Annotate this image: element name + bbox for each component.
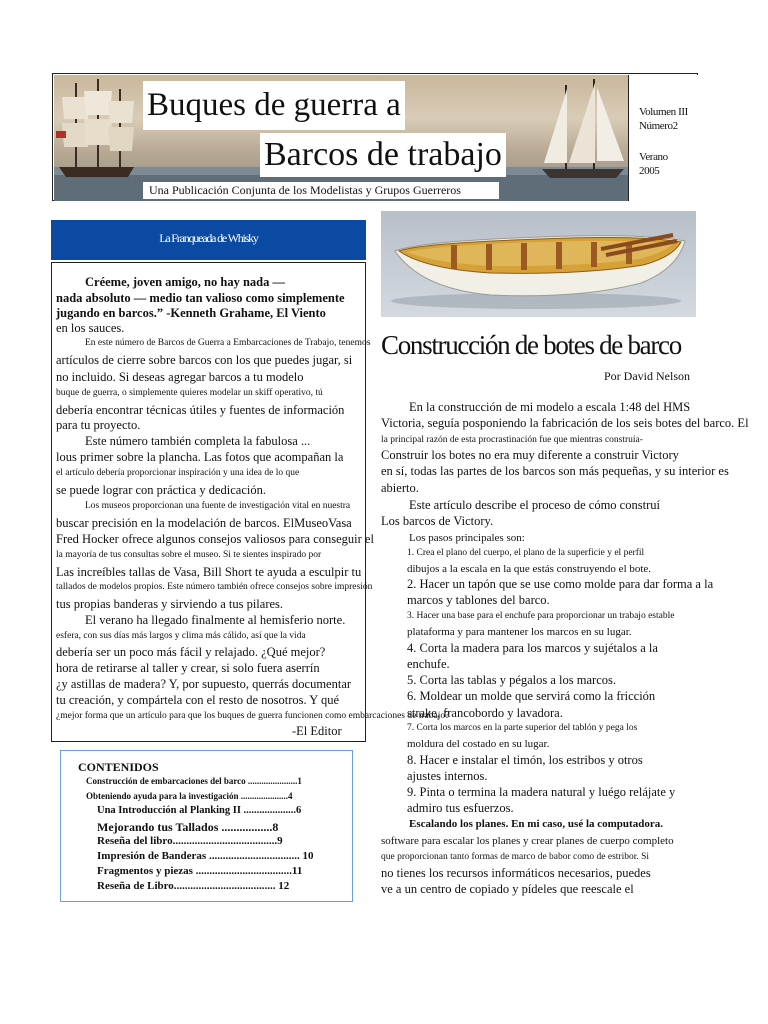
article-line: moldura del costado en su lugar. [407, 738, 550, 750]
issue-season: Verano [639, 151, 668, 163]
contents-item[interactable]: Mejorando tus Tallados .................8 [97, 820, 279, 834]
editorial-line: para tu proyecto. [56, 418, 141, 432]
contents-item[interactable]: Construcción de embarcaciones del barco ......................1 [86, 776, 302, 786]
editorial-line: no incluido. Si deseas agregar barcos a tu modelo [56, 370, 304, 384]
article-title: Construcción de botes de barco [381, 330, 681, 360]
masthead [52, 73, 698, 201]
editorial-line: ¿y astillas de madera? Y, por supuesto, querrás documentar [56, 677, 352, 691]
editorial-line: Los museos proporcionan una fuente de investigación vital en nuestra [85, 501, 351, 511]
masthead-title-line2: Barcos de trabajo [260, 133, 506, 177]
editorial-line: El verano ha llegado finalmente al hemisferio norte. [85, 613, 346, 627]
article-line: marcos y tablones del barco. [407, 593, 550, 607]
editorial-line: esfera, con sus días más largos y clima más cálido, así que la vida [56, 631, 306, 641]
editorial-line: artículos de cierre sobre barcos con los que puedes jugar, si [56, 353, 353, 367]
article-line: 7. Corta los marcos en la parte superior del tablón y pega los [407, 723, 638, 733]
article-line: 9. Pinta o termina la madera natural y luégo relájate y [407, 785, 676, 799]
contents-item[interactable]: Reseña del libro......................................9 [97, 835, 283, 847]
article-line: admiro tus esfuerzos. [407, 801, 514, 815]
article-line: abierto. [381, 481, 419, 495]
longboat-illustration [381, 211, 696, 317]
editorial-line: se puede lograr con práctica y dedicación. [56, 483, 266, 497]
editorial-line: la mayoría de tus consultas sobre el museo. Si te sientes inspirado por [56, 550, 322, 560]
article-line: no tienes los recursos informáticos necesarios, puedes [381, 866, 651, 880]
article-line: plataforma y para mantener los marcos en su lugar. [407, 626, 632, 638]
section-header-bar [51, 220, 366, 260]
article-line: 8. Hacer e instalar el timón, los estribos y otros [407, 753, 643, 767]
contents-item[interactable]: Obteniendo ayuda para la investigación .....................4 [86, 791, 293, 801]
article-line: 5. Corta las tablas y pégalos a los marcos. [407, 673, 616, 687]
editorial-line: hora de retirarse al taller y crear, si solo fuera aserrín [56, 661, 320, 675]
issue-year: 2005 [639, 165, 660, 177]
editorial-line: nada absoluto — medio tan valioso como simplemente [56, 291, 345, 305]
article-line: la principal razón de esta procrastinación fue que mientras construía- [381, 435, 643, 445]
editorial-line: ¿mejor forma que un artículo para que los buques de guerra funcionen como embarcaciones de trabajo? [56, 711, 450, 721]
editorial-line: tallados de modelos propios. Este número también ofrece consejos sobre impresión [56, 582, 373, 592]
contents-item[interactable]: Fragmentos y piezas ...................................11 [97, 865, 303, 877]
article-line: Escalando los planes. En mi caso, usé la computadora. [409, 818, 663, 830]
article-line: dibujos a la escala en la que estás construyendo el bote. [407, 563, 652, 575]
volume-label: Volumen III [639, 106, 688, 118]
article-line: 1. Crea el plano del cuerpo, el plano de la superficie y el perfil [407, 548, 645, 558]
editorial-line: jugando en barcos.” -Kenneth Grahame, El Viento [56, 306, 326, 320]
editorial-line: tu creación, y compártela con el resto de nosotros. Y qué [56, 693, 340, 707]
article-line: en sí, todas las partes de los barcos son más pequeñas, y su interior es [381, 464, 729, 478]
article-line: Construir los botes no era muy diferente a construir Victory [381, 448, 679, 462]
contents-item[interactable]: Impresión de Banderas ................................. 10 [97, 850, 314, 862]
article-line: 3. Hacer una base para el enchufe para proporcionar un trabajo estable [407, 611, 675, 621]
boat-model-photo [381, 211, 696, 317]
contents-item[interactable]: Reseña de Libro..................................... 12 [97, 880, 290, 892]
editorial-line: debería ser un poco más fácil y relajado. ¿Qué mejor? [56, 645, 326, 659]
masthead-subtitle: Una Publicación Conjunta de los Modelistas y Grupos Guerreros [143, 182, 499, 199]
article-line: Este artículo describe el proceso de cómo construí [409, 498, 660, 512]
article-line: software para escalar los planes y crear planes de cuerpo completo [381, 835, 674, 847]
issue-number: Número2 [639, 120, 678, 132]
article-line: Los barcos de Victory. [381, 514, 494, 528]
article-line: En la construcción de mi modelo a escala 1:48 del HMS [409, 400, 691, 414]
editorial-line: en los sauces. [56, 321, 125, 335]
article-line: enchufe. [407, 657, 450, 671]
editorial-line: Este número también completa la fabulosa ... [85, 434, 311, 448]
article-byline: Por David Nelson [604, 369, 690, 383]
editorial-line: debería encontrar técnicas útiles y fuentes de información [56, 403, 345, 417]
editorial-line: tus propias banderas y sirviendo a tus pilares. [56, 597, 284, 611]
article-line: que proporcionan tanto formas de marco de babor como de estribor. Si [381, 852, 650, 862]
editorial-line: buscar precisión en la modelación de barcos. ElMuseoVasa [56, 516, 352, 530]
article-line: Los pasos principales son: [409, 532, 525, 544]
article-line: 2. Hacer un tapón que se use como molde para dar forma a la [407, 577, 714, 591]
article-line: strake, francobordo y lavadora. [407, 706, 563, 720]
editorial-line: Créeme, joven amigo, no hay nada — [85, 275, 285, 289]
editorial-line: Las increíbles tallas de Vasa, Bill Short te ayuda a esculpir tu [56, 565, 362, 579]
article-line: 6. Moldear un molde que servirá como la fricción [407, 689, 656, 703]
editorial-line: lous primer sobre la plancha. Las fotos que acompañan la [56, 450, 344, 464]
article-line: Victoria, seguía posponiendo la fabricación de los seis botes del barco. El [381, 416, 749, 430]
editorial-line: En este número de Barcos de Guerra a Embarcaciones de Trabajo, tenemos [85, 338, 371, 348]
contents-box [60, 750, 353, 902]
editorial-line: Fred Hocker ofrece algunos consejos valiosos para conseguir el [56, 532, 374, 546]
editorial-signature: -El Editor [292, 724, 342, 738]
article-line: ajustes internos. [407, 769, 488, 783]
masthead-title-line1: Buques de guerra a [143, 81, 405, 130]
section-title: La Franqueada de Whisky [159, 231, 258, 245]
editorial-line: el artículo debería proporcionar inspiración y una idea de lo que [56, 468, 300, 478]
article-line: 4. Corta la madera para los marcos y sujétalos a la [407, 641, 658, 655]
issue-info-panel [628, 75, 698, 201]
contents-item[interactable]: Una Introducción al Planking II ....................6 [97, 805, 302, 816]
editorial-line: buque de guerra, o simplemente quieres modelar un skiff operativo, tú [56, 388, 323, 398]
article-line: ve a un centro de copiado y pídeles que reescale el [381, 882, 634, 896]
contents-title: CONTENIDOS [78, 760, 159, 774]
